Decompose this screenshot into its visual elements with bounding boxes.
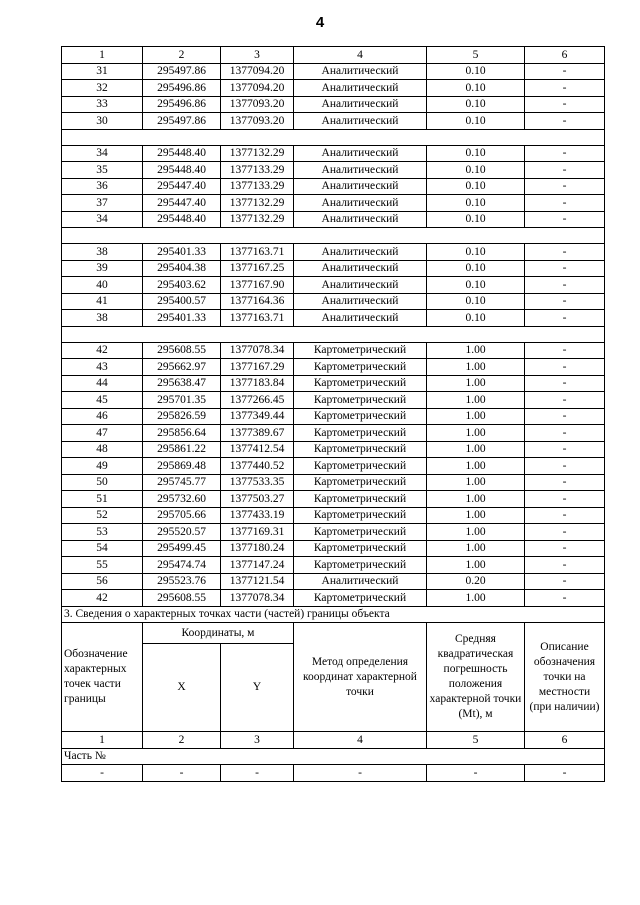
coord-x: 295448.40	[143, 145, 221, 162]
error-value: 1.00	[427, 458, 525, 475]
col-number: 1	[62, 47, 143, 64]
method: Аналитический	[294, 63, 427, 80]
coord-y: 1377412.54	[221, 441, 294, 458]
point-number: 34	[62, 211, 143, 228]
point-number: 52	[62, 507, 143, 524]
table-row	[62, 524, 605, 541]
method: Аналитический	[294, 277, 427, 294]
coord-x: 295474.74	[143, 557, 221, 574]
coord-x: 295401.33	[143, 310, 221, 327]
description: -	[525, 145, 605, 162]
coord-x: 295856.64	[143, 425, 221, 442]
point-number: 41	[62, 293, 143, 310]
coord-x: 295608.55	[143, 342, 221, 359]
point-number: 32	[62, 80, 143, 97]
coord-x: 295403.62	[143, 277, 221, 294]
description: -	[525, 458, 605, 475]
error-value: 1.00	[427, 524, 525, 541]
table-row	[62, 80, 605, 97]
description: -	[525, 260, 605, 277]
coord-x: 295608.55	[143, 590, 221, 607]
description: -	[525, 310, 605, 327]
error-value: 0.10	[427, 244, 525, 261]
point-number: 46	[62, 408, 143, 425]
blank-separator-row	[62, 129, 605, 145]
coord-x: 295662.97	[143, 359, 221, 376]
point-number: 33	[62, 96, 143, 113]
coord-y: 1377093.20	[221, 113, 294, 130]
error-value: 0.10	[427, 277, 525, 294]
col-number: 6	[525, 47, 605, 64]
point-number: 40	[62, 277, 143, 294]
method: Аналитический	[294, 96, 427, 113]
table-row	[62, 310, 605, 327]
method: Картометрический	[294, 392, 427, 409]
coord-x: 295401.33	[143, 244, 221, 261]
coord-y: 1377503.27	[221, 491, 294, 508]
section-3-title-row	[62, 606, 605, 623]
coord-x: 295448.40	[143, 211, 221, 228]
description: -	[525, 408, 605, 425]
table-row	[62, 491, 605, 508]
error-value: 0.10	[427, 96, 525, 113]
description: -	[525, 474, 605, 491]
coord-y: 1377133.29	[221, 178, 294, 195]
coord-x: 295404.38	[143, 260, 221, 277]
description: -	[525, 441, 605, 458]
table-row	[62, 590, 605, 607]
coord-x: 295523.76	[143, 573, 221, 590]
table-row	[62, 195, 605, 212]
point-number: 53	[62, 524, 143, 541]
point-number: 36	[62, 178, 143, 195]
table-row	[62, 458, 605, 475]
blank-separator-row	[62, 326, 605, 342]
description: -	[525, 96, 605, 113]
table-row	[62, 113, 605, 130]
coord-y: 1377132.29	[221, 211, 294, 228]
description: -	[525, 557, 605, 574]
coord-x: 295499.45	[143, 540, 221, 557]
method: Аналитический	[294, 211, 427, 228]
header-error: Средняя квадратическая погрешность положения характерной точки (Mt), м	[427, 623, 525, 732]
description: -	[525, 244, 605, 261]
header-method: Метод определения координат характерной точки	[294, 623, 427, 732]
coord-x: 295447.40	[143, 195, 221, 212]
point-number: 55	[62, 557, 143, 574]
error-value: 1.00	[427, 342, 525, 359]
coord-x: 295447.40	[143, 178, 221, 195]
error-value: 1.00	[427, 474, 525, 491]
coord-x: 295826.59	[143, 408, 221, 425]
coord-y: 1377167.25	[221, 260, 294, 277]
table-row	[62, 277, 605, 294]
description: -	[525, 293, 605, 310]
coord-y: 1377169.31	[221, 524, 294, 541]
cell: -	[427, 765, 525, 782]
description: -	[525, 80, 605, 97]
table-row	[62, 359, 605, 376]
header-x: X	[143, 644, 221, 732]
error-value: 0.10	[427, 162, 525, 179]
error-value: 0.10	[427, 178, 525, 195]
coord-y: 1377266.45	[221, 392, 294, 409]
method: Картометрический	[294, 557, 427, 574]
method: Аналитический	[294, 195, 427, 212]
method: Аналитический	[294, 260, 427, 277]
part-label: Часть №	[62, 748, 605, 765]
blank-separator-row	[62, 228, 605, 244]
table-row	[62, 540, 605, 557]
description: -	[525, 277, 605, 294]
col-number: 2	[143, 47, 221, 64]
column-numbers-row	[62, 47, 605, 64]
coord-x: 295705.66	[143, 507, 221, 524]
error-value: 1.00	[427, 441, 525, 458]
coord-x: 295448.40	[143, 162, 221, 179]
table-row	[62, 96, 605, 113]
description: -	[525, 425, 605, 442]
coord-x: 295869.48	[143, 458, 221, 475]
error-value: 1.00	[427, 590, 525, 607]
coord-x: 295732.60	[143, 491, 221, 508]
point-number: 45	[62, 392, 143, 409]
coord-x: 295497.86	[143, 113, 221, 130]
coord-y: 1377167.90	[221, 277, 294, 294]
point-number: 30	[62, 113, 143, 130]
error-value: 1.00	[427, 392, 525, 409]
description: -	[525, 491, 605, 508]
point-number: 35	[62, 162, 143, 179]
coordinates-table	[61, 46, 605, 782]
table-row	[62, 425, 605, 442]
point-number: 34	[62, 145, 143, 162]
coord-y: 1377078.34	[221, 590, 294, 607]
coord-y: 1377078.34	[221, 342, 294, 359]
cell: -	[62, 765, 143, 782]
table-row	[62, 441, 605, 458]
coord-y: 1377163.71	[221, 244, 294, 261]
col-number: 1	[62, 732, 143, 749]
col-number: 3	[221, 47, 294, 64]
col-number: 2	[143, 732, 221, 749]
section-3-header-row	[62, 623, 605, 644]
coord-x: 295497.86	[143, 63, 221, 80]
coord-y: 1377093.20	[221, 96, 294, 113]
coord-y: 1377180.24	[221, 540, 294, 557]
error-value: 0.10	[427, 113, 525, 130]
error-value: 0.10	[427, 293, 525, 310]
method: Аналитический	[294, 244, 427, 261]
method: Аналитический	[294, 178, 427, 195]
section-3-title: 3. Сведения о характерных точках части (частей) границы объекта	[62, 606, 605, 623]
page-number: 4	[315, 14, 325, 31]
cell: -	[221, 765, 294, 782]
point-number: 44	[62, 375, 143, 392]
table-row	[62, 408, 605, 425]
table-row	[62, 342, 605, 359]
table-row	[62, 474, 605, 491]
table-row	[62, 375, 605, 392]
cell: -	[294, 765, 427, 782]
point-number: 50	[62, 474, 143, 491]
coord-y: 1377440.52	[221, 458, 294, 475]
description: -	[525, 211, 605, 228]
description: -	[525, 392, 605, 409]
table-row	[62, 211, 605, 228]
part-label-row	[62, 748, 605, 765]
method: Картометрический	[294, 491, 427, 508]
empty-data-row	[62, 765, 605, 782]
coord-x: 295745.77	[143, 474, 221, 491]
error-value: 0.10	[427, 145, 525, 162]
description: -	[525, 524, 605, 541]
cell: -	[525, 765, 605, 782]
coord-y: 1377533.35	[221, 474, 294, 491]
point-number: 56	[62, 573, 143, 590]
method: Аналитический	[294, 310, 427, 327]
table-row	[62, 392, 605, 409]
description: -	[525, 590, 605, 607]
table-row	[62, 162, 605, 179]
error-value: 1.00	[427, 359, 525, 376]
method: Картометрический	[294, 540, 427, 557]
coord-y: 1377183.84	[221, 375, 294, 392]
section-3	[62, 606, 605, 781]
point-number: 42	[62, 342, 143, 359]
coord-y: 1377163.71	[221, 310, 294, 327]
error-value: 0.10	[427, 260, 525, 277]
col-number: 5	[427, 47, 525, 64]
error-value: 1.00	[427, 408, 525, 425]
point-number: 54	[62, 540, 143, 557]
error-value: 0.10	[427, 80, 525, 97]
method: Картометрический	[294, 425, 427, 442]
error-value: 1.00	[427, 540, 525, 557]
coord-y: 1377132.29	[221, 145, 294, 162]
col-number: 4	[294, 47, 427, 64]
point-number: 39	[62, 260, 143, 277]
error-value: 1.00	[427, 507, 525, 524]
method: Картометрический	[294, 458, 427, 475]
description: -	[525, 162, 605, 179]
description: -	[525, 178, 605, 195]
error-value: 1.00	[427, 425, 525, 442]
col-number: 3	[221, 732, 294, 749]
point-number: 37	[62, 195, 143, 212]
description: -	[525, 573, 605, 590]
header-coordinates: Координаты, м	[143, 623, 294, 644]
method: Картометрический	[294, 359, 427, 376]
point-number: 38	[62, 244, 143, 261]
blank-cell	[62, 129, 605, 145]
method: Аналитический	[294, 573, 427, 590]
col-number: 4	[294, 732, 427, 749]
cell: -	[143, 765, 221, 782]
table-row	[62, 145, 605, 162]
header-y: Y	[221, 644, 294, 732]
coord-x: 295520.57	[143, 524, 221, 541]
coord-x: 295496.86	[143, 80, 221, 97]
error-value: 0.10	[427, 195, 525, 212]
error-value: 1.00	[427, 557, 525, 574]
method: Картометрический	[294, 474, 427, 491]
method: Картометрический	[294, 441, 427, 458]
method: Картометрический	[294, 342, 427, 359]
col-number: 5	[427, 732, 525, 749]
error-value: 0.20	[427, 573, 525, 590]
coord-y: 1377389.67	[221, 425, 294, 442]
method: Картометрический	[294, 524, 427, 541]
table-row	[62, 63, 605, 80]
description: -	[525, 507, 605, 524]
method: Аналитический	[294, 113, 427, 130]
coord-y: 1377132.29	[221, 195, 294, 212]
error-value: 0.10	[427, 211, 525, 228]
section-3-col-numbers-row	[62, 732, 605, 749]
point-number: 38	[62, 310, 143, 327]
method: Аналитический	[294, 293, 427, 310]
description: -	[525, 342, 605, 359]
point-number: 43	[62, 359, 143, 376]
coord-y: 1377164.36	[221, 293, 294, 310]
table-row	[62, 507, 605, 524]
description: -	[525, 113, 605, 130]
table-row	[62, 293, 605, 310]
coord-x: 295861.22	[143, 441, 221, 458]
description: -	[525, 375, 605, 392]
blank-cell	[62, 228, 605, 244]
point-number: 47	[62, 425, 143, 442]
table-row	[62, 260, 605, 277]
coord-y: 1377094.20	[221, 63, 294, 80]
method: Картометрический	[294, 375, 427, 392]
error-value: 1.00	[427, 375, 525, 392]
coord-y: 1377167.29	[221, 359, 294, 376]
point-number: 49	[62, 458, 143, 475]
description: -	[525, 195, 605, 212]
coord-y: 1377094.20	[221, 80, 294, 97]
col-number: 6	[525, 732, 605, 749]
table-row	[62, 557, 605, 574]
description: -	[525, 359, 605, 376]
coord-x: 295638.47	[143, 375, 221, 392]
method: Картометрический	[294, 408, 427, 425]
blank-cell	[62, 326, 605, 342]
table-row	[62, 244, 605, 261]
method: Картометрический	[294, 590, 427, 607]
coord-y: 1377133.29	[221, 162, 294, 179]
header-description: Описание обозначения точки на местности (при наличии)	[525, 623, 605, 732]
method: Картометрический	[294, 507, 427, 524]
method: Аналитический	[294, 80, 427, 97]
coord-x: 295496.86	[143, 96, 221, 113]
coord-x: 295400.57	[143, 293, 221, 310]
coord-y: 1377147.24	[221, 557, 294, 574]
point-number: 51	[62, 491, 143, 508]
method: Аналитический	[294, 162, 427, 179]
point-number: 42	[62, 590, 143, 607]
error-value: 0.10	[427, 310, 525, 327]
coord-y: 1377349.44	[221, 408, 294, 425]
header-designation: Обозначение характерных точек части границы	[62, 623, 143, 732]
coord-x: 295701.35	[143, 392, 221, 409]
description: -	[525, 540, 605, 557]
method: Аналитический	[294, 145, 427, 162]
points-table-body	[62, 47, 605, 607]
point-number: 48	[62, 441, 143, 458]
table-row	[62, 573, 605, 590]
description: -	[525, 63, 605, 80]
error-value: 1.00	[427, 491, 525, 508]
coord-y: 1377121.54	[221, 573, 294, 590]
coord-y: 1377433.19	[221, 507, 294, 524]
point-number: 31	[62, 63, 143, 80]
table-row	[62, 178, 605, 195]
error-value: 0.10	[427, 63, 525, 80]
